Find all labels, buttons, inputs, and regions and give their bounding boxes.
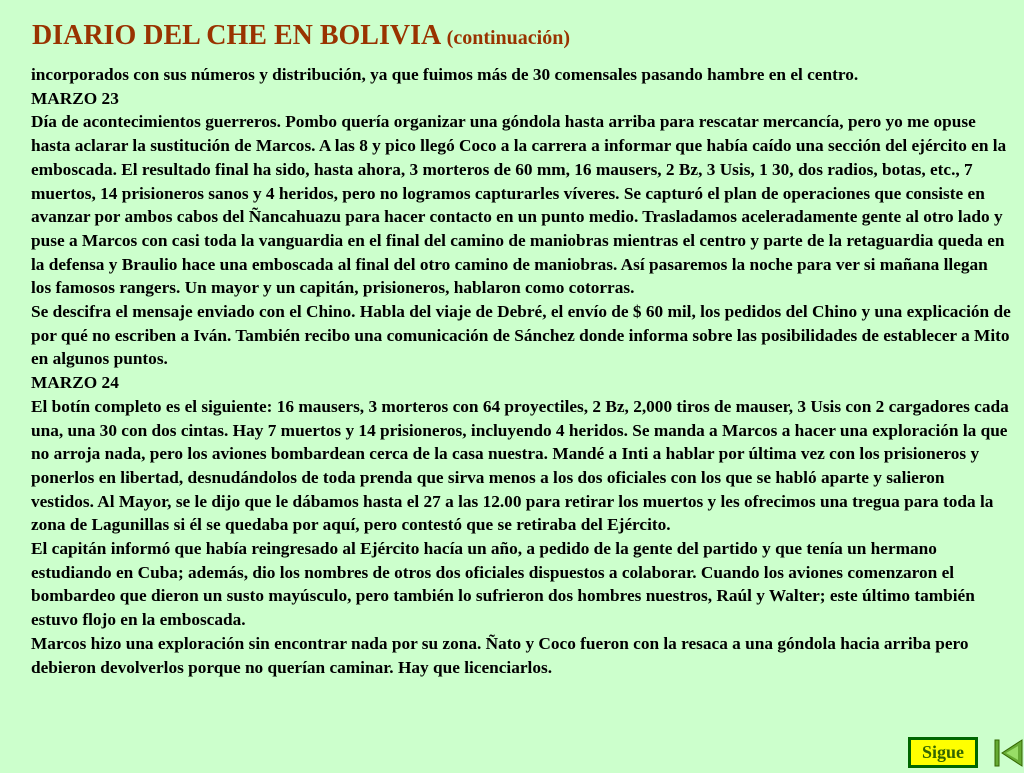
paragraph: Día de acontecimientos guerreros. Pombo quería organizar una góndola hasta arriba para rescatar mercancía, pero yo me opuse hasta aclarar la sustitución de Marcos. A las 8 y pico llegó Coco a la carrera a informar que había caído una sección del ejército en la emboscada. El resultado final ha sido, hasta ahora, 3 morteros de 60 mm, 16 mausers, 2 Bz, 3 Usis, 1 30, dos radios, botas, etc., 7 muertos, 14 prisioneros sanos y 4 heridos, pero no logramos capturarles víveres. Se capturó el plan de operaciones que consiste en avanzar por ambos cabos del Ñancahuazu para hacer contacto en un punto medio. Trasladamos aceleradamente gente al otro lado y puse a Marcos con casi toda la vanguardia en el final del camino de maniobras mientras el centro y parte de la retaguardia queda en la defensa y Braulio hace una emboscada al final del otro camino de maniobras. Así pasaremos la noche para ver si mañana llegan los famosos rangers. Un mayor y un capitán, prisioneros, hablaron como cotorras.: [31, 112, 1007, 298]
last-page-icon[interactable]: [992, 738, 1024, 768]
paragraph: El capitán informó que había reingresado al Ejército hacía un año, a pedido de la gente del partido y que tenía un hermano estudiando en Cuba; además, dio los nombres de otros dos oficiales dispuestos a colaborar. Cuando los aviones comenzaron el bombardeo que dieron un susto mayúsculo, pero también lo sufrieron dos hombres nuestros, Raúl y Walter; este último también estuvo flojo en la emboscada.: [31, 539, 975, 630]
diary-text: [31, 63, 1011, 679]
paragraph: Se descifra el mensaje enviado con el Chino. Habla del viaje de Debré, el envío de $ 60 mil, los pedidos del Chino y una explicación de por qué no escriben a Iván. También recibo una comunicación de Sánchez donde informa sobre las posibilidades de establecer a Mito en algunos puntos.: [31, 302, 1011, 369]
title-subtitle: (continuación): [446, 27, 570, 49]
paragraph: Marcos hizo una exploración sin encontrar nada por su zona. Ñato y Coco fueron con la resaca a una góndola hacia arriba pero debieron devolverlos porque no querían caminar. Hay que licenciarlos.: [31, 633, 969, 677]
title-main: DIARIO DEL CHE EN BOLIVIA: [32, 20, 440, 51]
page-title: [32, 18, 570, 56]
last-page-icon-graphic: [992, 738, 1024, 768]
next-button[interactable]: Sigue: [908, 737, 978, 768]
date-heading: MARZO 24: [31, 373, 119, 393]
paragraph: El botín completo es el siguiente: 16 mausers, 3 morteros con 64 proyectiles, 2 Bz, 2,000 tiros de mauser, 3 Usis con 2 cargadores cada una, una 30 con dos cintas. Hay 7 muertos y 14 prisioneros, incluyendo 4 heridos. Se manda a Marcos a hacer una exploración la que no arroja nada, pero los aviones bombardean cerca de la casa nuestra. Mandé a Inti a hablar por última vez con los prisioneros y ponerlos en libertad, desnudándolos de toda prenda que sirva menos a los dos oficiales con los que se habló aparte y salieron vestidos. Al Mayor, se le dijo que le dábamos hasta el 27 a las 12.00 para retirar los muertos y les ofrecimos una tregua para toda la zona de Lagunillas si él se quedaba por aquí, pero contestó que se retiraba del Ejército.: [31, 396, 1009, 535]
date-heading: MARZO 23: [31, 88, 119, 108]
paragraph: incorporados con sus números y distribución, ya que fuimos más de 30 comensales pasando hambre en el centro.: [31, 65, 859, 84]
